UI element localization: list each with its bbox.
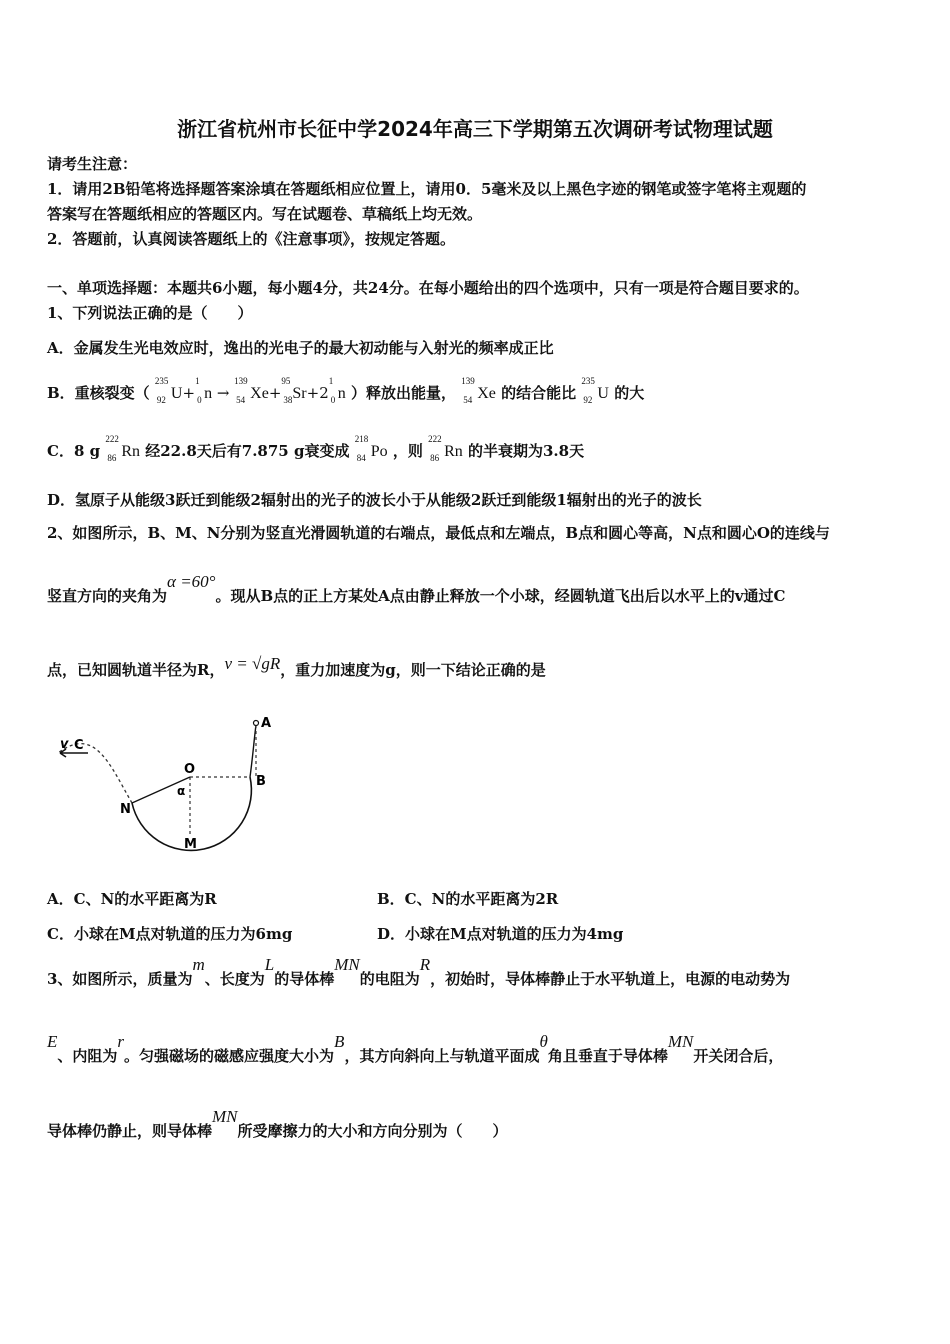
q2-velocity-formula: v = √gR (224, 654, 281, 673)
page-title: 浙江省杭州市长征中学2024年高三下学期第五次调研考试物理试题 (177, 117, 773, 141)
q1-b-end: 的大 (614, 384, 645, 402)
notice-item-1a: 1．请用2B铅笔将选择题答案涂填在答题纸相应位置上，请用0．5毫米及以上黑色字迹的钢笔或签字笔将主观题的 (47, 180, 807, 198)
q2-option-b: B．C、N的水平距离为2R (377, 890, 559, 908)
label-alpha: α (177, 784, 186, 798)
q1-option-b: B．重核裂变（ 235 92 U+ 1 0 n → 139 54 Xe+ 95 38 Sr+2 1 0 n ）释放出能量， 139 54 Xe 的结合能比 235 92 U 的大 (47, 376, 645, 405)
nuclide-xe139: 139 54 Xe (461, 376, 496, 405)
track-right-rise (250, 725, 256, 777)
nuclide-po218: 218 84 Po (354, 434, 388, 463)
q2-line-3: 点，已知圆轨道半径为R，v = √gR，重力加速度为g，则一下结论正确的是 (47, 654, 546, 679)
label-b: B (256, 774, 266, 789)
q2-figure (50, 705, 290, 855)
q2-option-a: A．C、N的水平距离为R (47, 890, 217, 908)
label-o: O (184, 762, 196, 777)
label-n: N (120, 802, 131, 817)
nuclide-rn222: 222 86 Rn (105, 434, 140, 463)
q2-line-2: 竖直方向的夹角为α =60°。现从B点的正上方某处A点由静止释放一个小球，经圆轨道飞出后以水平上的v通过C (47, 572, 786, 605)
q1-b-mid2: 的结合能比 (501, 384, 577, 402)
label-a: A (261, 716, 272, 731)
notice-item-2: 2．答题前，认真阅读答题纸上的《注意事项》，按规定答题。 (47, 230, 455, 248)
q2-line-1: 2、如图所示，B、M、N分别为竖直光滑圆轨道的右端点，最低点和左端点，B点和圆心等高，N点和圆心O的连线与 (47, 524, 830, 542)
q1-option-a: A．金属发生光电效应时，逸出的光电子的最大初动能与入射光的频率成正比 (47, 339, 554, 357)
q1-c-mid: 经22.8天后有7.875 g衰变成 (145, 442, 350, 460)
nuclide-rn222: 222 86 Rn (428, 434, 463, 463)
q3-line-2: E、内阻为r。匀强磁场的磁感应强度大小为B，其方向斜向上与轨道平面成θ角且垂直于导体棒MN开关闭合后， (47, 1032, 784, 1065)
nuclide-u235: 235 92 U (154, 376, 183, 405)
point-a (254, 721, 259, 726)
q1-option-c (47, 434, 585, 463)
label-v: v (60, 737, 69, 752)
q1-c-end: 的半衰期为3.8天 (467, 442, 585, 460)
q1-stem: 1、下列说法正确的是（ ） (47, 304, 253, 322)
q1-c-mid2: ，则 (392, 442, 423, 460)
q2-angle-formula: α =60° (167, 572, 216, 591)
q3-line-3: 导体棒仍静止，则导体棒MN所受摩擦力的大小和方向分别为（ ） (47, 1107, 508, 1140)
q1-b-pre: B．重核裂变（ (47, 384, 150, 402)
nuclide-sr95: 95 38 Sr (281, 376, 307, 405)
section-heading: 一、单项选择题：本题共6小题，每小题4分，共24分。在每小题给出的四个选项中，只有一项是符合题目要求的。 (47, 279, 809, 297)
q2-option-d: D．小球在M点对轨道的压力为4mg (377, 925, 624, 943)
q2-option-c: C．小球在M点对轨道的压力为6mg (47, 925, 293, 943)
nuclide-n: 1 0 n (195, 376, 213, 405)
nuclide-u235: 235 92 U (581, 376, 609, 405)
q1-b-mid: ）释放出能量， (351, 384, 457, 402)
nuclide-n: 1 0 n (328, 376, 346, 405)
notice-heading: 请考生注意： (47, 155, 138, 173)
q3-line-1: 3、如图所示，质量为m、长度为L的导体棒MN的电阻为R，初始时，导体棒静止于水平轨道上，电源的电动势为 (47, 955, 791, 988)
q1-c-pre: C．8 g (47, 442, 101, 460)
nuclide-xe139: 139 54 Xe (234, 376, 269, 405)
notice-item-1b: 答案写在答题纸相应的答题区内。写在试题卷、草稿纸上均无效。 (47, 205, 483, 223)
label-m: M (184, 837, 197, 852)
q1-option-d: D．氢原子从能级3跃迁到能级2辐射出的光子的波长小于从能级2跃迁到能级1辐射出的光子的波长 (47, 491, 702, 509)
label-c: C (74, 738, 84, 753)
